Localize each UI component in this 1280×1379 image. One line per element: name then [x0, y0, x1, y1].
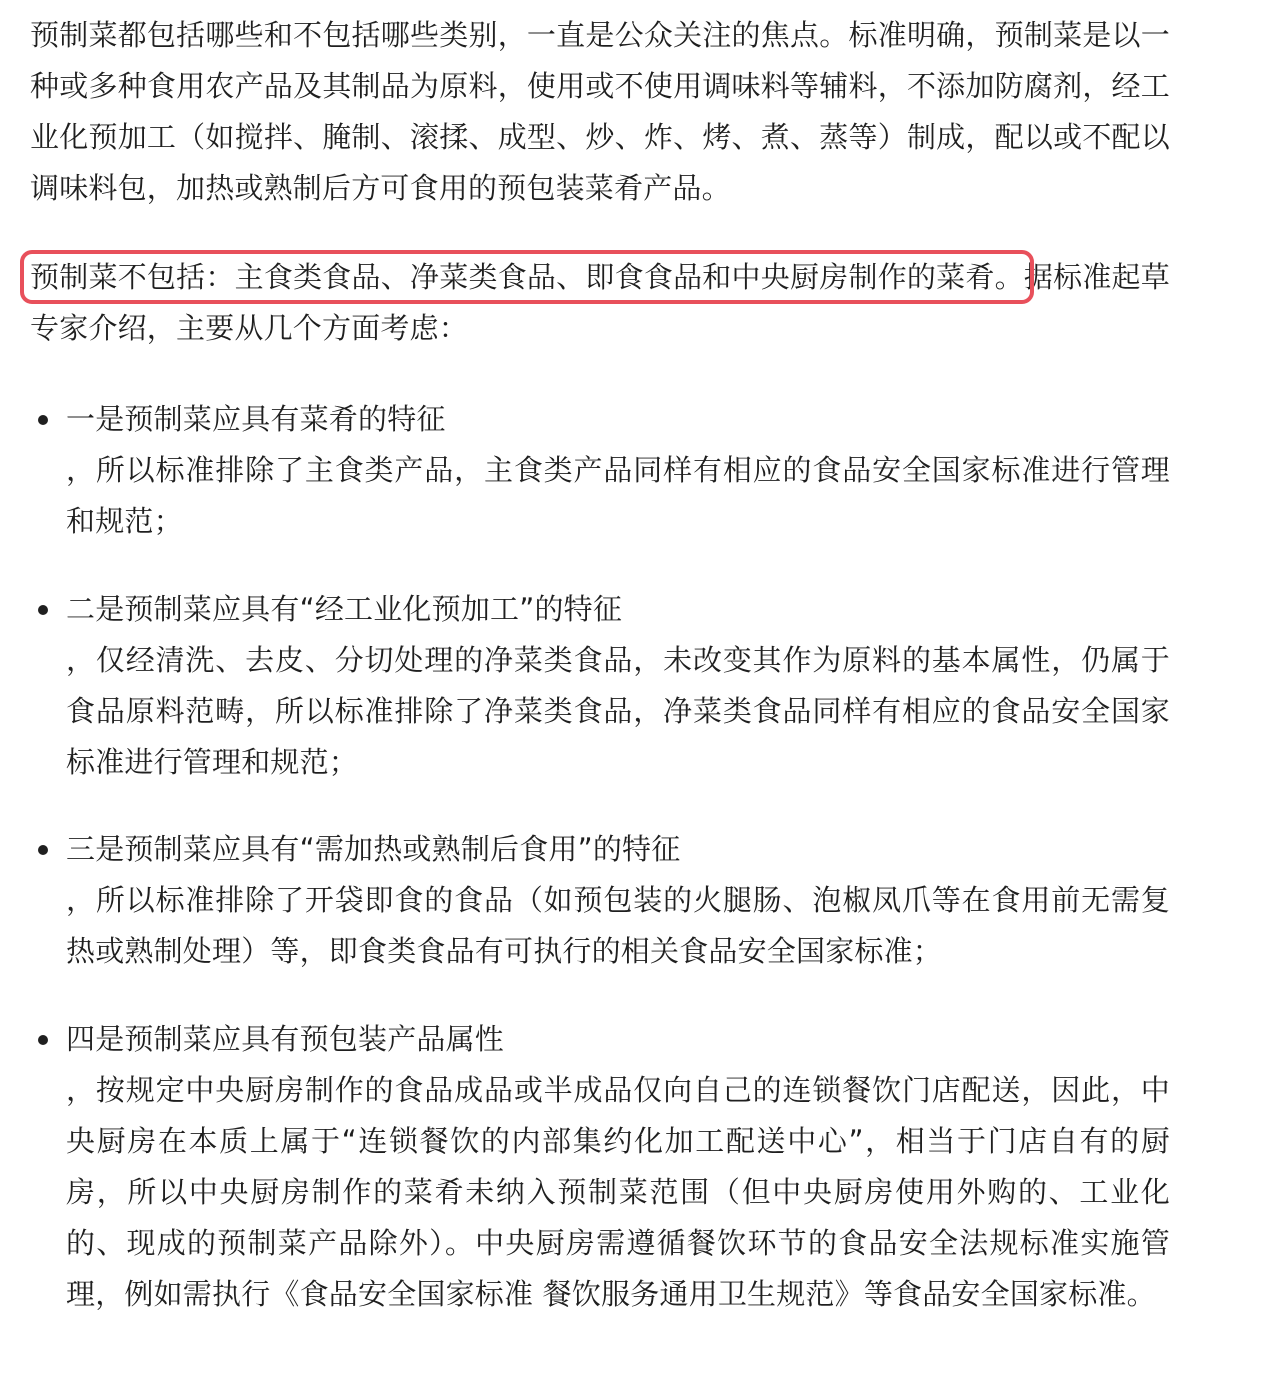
list-item-body: ，仅经清洗、去皮、分切处理的净菜类食品，未改变其作为原料的基本属性，仍属于食品原料范畴，所以标准排除了净菜类食品，净菜类食品同样有相应的食品安全国家标准进行管理和规范；	[66, 643, 1170, 779]
bullet-dot-icon	[38, 605, 48, 615]
exclusion-paragraph	[30, 252, 1170, 354]
article-body	[30, 10, 1170, 1311]
list-item	[30, 394, 1170, 547]
list-item-body: ，按规定中央厨房制作的食品成品或半成品仅向自己的连锁餐饮门店配送，因此，中央厨房在本质上属于“连锁餐饮的内部集约化加工配送中心”，相当于门店自有的厨房，所以中央厨房制作的菜肴未纳入预制菜范围（但中央厨房使用外购的、工业化的、现成的预制菜产品除外）。中央厨房需遵循餐饮环节的食品安全法规标准实施管理，例如需执行《食品安全国家标准 餐饮服务通用卫生规范》等食品安全国家标准。	[66, 1073, 1170, 1311]
list-item-lead: 二是预制菜应具有“经工业化预加工”的特征	[66, 592, 623, 626]
list-item-lead: 一是预制菜应具有菜肴的特征	[66, 402, 446, 436]
list-item-lead: 三是预制菜应具有“需加热或熟制后食用”的特征	[66, 832, 681, 866]
list-item-body: ，所以标准排除了主食类产品，主食类产品同样有相应的食品安全国家标准进行管理和规范；	[66, 453, 1170, 538]
bullet-dot-icon	[38, 415, 48, 425]
intro-paragraph: 预制菜都包括哪些和不包括哪些类别，一直是公众关注的焦点。标准明确，预制菜是以一种或多种食用农产品及其制品为原料，使用或不使用调味料等辅料，不添加防腐剂，经工业化预加工（如搅拌、腌制、滚揉、成型、炒、炸、烤、煮、蒸等）制成，配以或不配以调味料包，加热或熟制后方可食用的预包装菜肴产品。	[30, 18, 1170, 205]
list-item	[30, 1014, 1170, 1320]
bullet-dot-icon	[38, 1035, 48, 1045]
exclusion-paragraph-tail: 据标准起草专家介绍，主要从几个方面考虑：	[30, 260, 1170, 345]
highlighted-exclusion-sentence: 预制菜不包括：主食类食品、净菜类食品、即食食品和中央厨房制作的菜肴。	[30, 260, 1024, 294]
bullet-dot-icon	[38, 845, 48, 855]
list-item	[30, 824, 1170, 977]
list-item	[30, 584, 1170, 788]
list-item-body: ，所以标准排除了开袋即食的食品（如预包装的火腿肠、泡椒凤爪等在食用前无需复热或熟制处理）等，即食类食品有可执行的相关食品安全国家标准；	[66, 883, 1170, 968]
list-item-lead: 四是预制菜应具有预包装产品属性	[66, 1022, 505, 1056]
